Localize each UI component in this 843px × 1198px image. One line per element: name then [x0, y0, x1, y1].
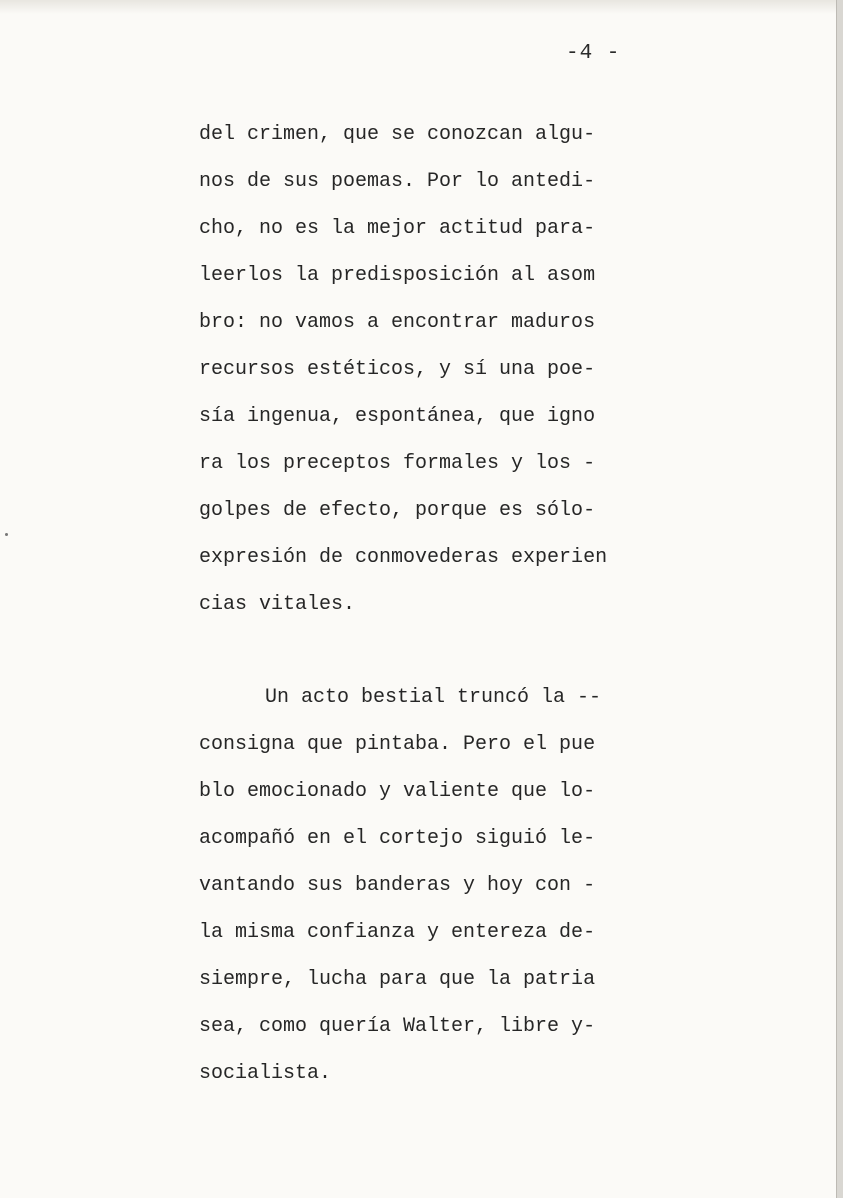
text-line: sea, como quería Walter, libre y-	[199, 1015, 596, 1038]
text-line: sía ingenua, espontánea, que igno	[199, 405, 596, 428]
text-line-indented: Un acto bestial truncó la --	[265, 686, 602, 709]
text-line: del crimen, que se conozcan algu-	[199, 123, 596, 146]
paragraph-gap	[199, 635, 669, 681]
text-line: golpes de efecto, porque es sólo-	[199, 499, 596, 522]
text-line: la misma confianza y entereza de-	[199, 921, 596, 944]
body-text	[199, 118, 669, 1104]
text-line: leerlos la predisposición al asom	[199, 264, 596, 287]
text-line: cias vitales.	[199, 593, 356, 616]
paragraph-2	[199, 681, 669, 1104]
text-line: siempre, lucha para que la patria	[199, 968, 596, 991]
text-line: expresión de conmovederas experien	[199, 546, 608, 569]
margin-mark	[5, 533, 8, 536]
page-number: -4 -	[566, 42, 621, 65]
text-line: cho, no es la mejor actitud para-	[199, 217, 596, 240]
text-line: blo emocionado y valiente que lo-	[199, 780, 596, 803]
text-line: vantando sus banderas y hoy con -	[199, 874, 596, 897]
text-line: socialista.	[199, 1062, 332, 1085]
text-line: ra los preceptos formales y los -	[199, 452, 596, 475]
text-line: bro: no vamos a encontrar maduros	[199, 311, 596, 334]
text-line: nos de sus poemas. Por lo antedi-	[199, 170, 596, 193]
paragraph-1	[199, 118, 669, 635]
text-line: consigna que pintaba. Pero el pue	[199, 733, 596, 756]
text-line: recursos estéticos, y sí una poe-	[199, 358, 596, 381]
page-top-edge	[0, 0, 843, 14]
text-line: acompañó en el cortejo siguió le-	[199, 827, 596, 850]
page-right-edge	[837, 0, 843, 1198]
